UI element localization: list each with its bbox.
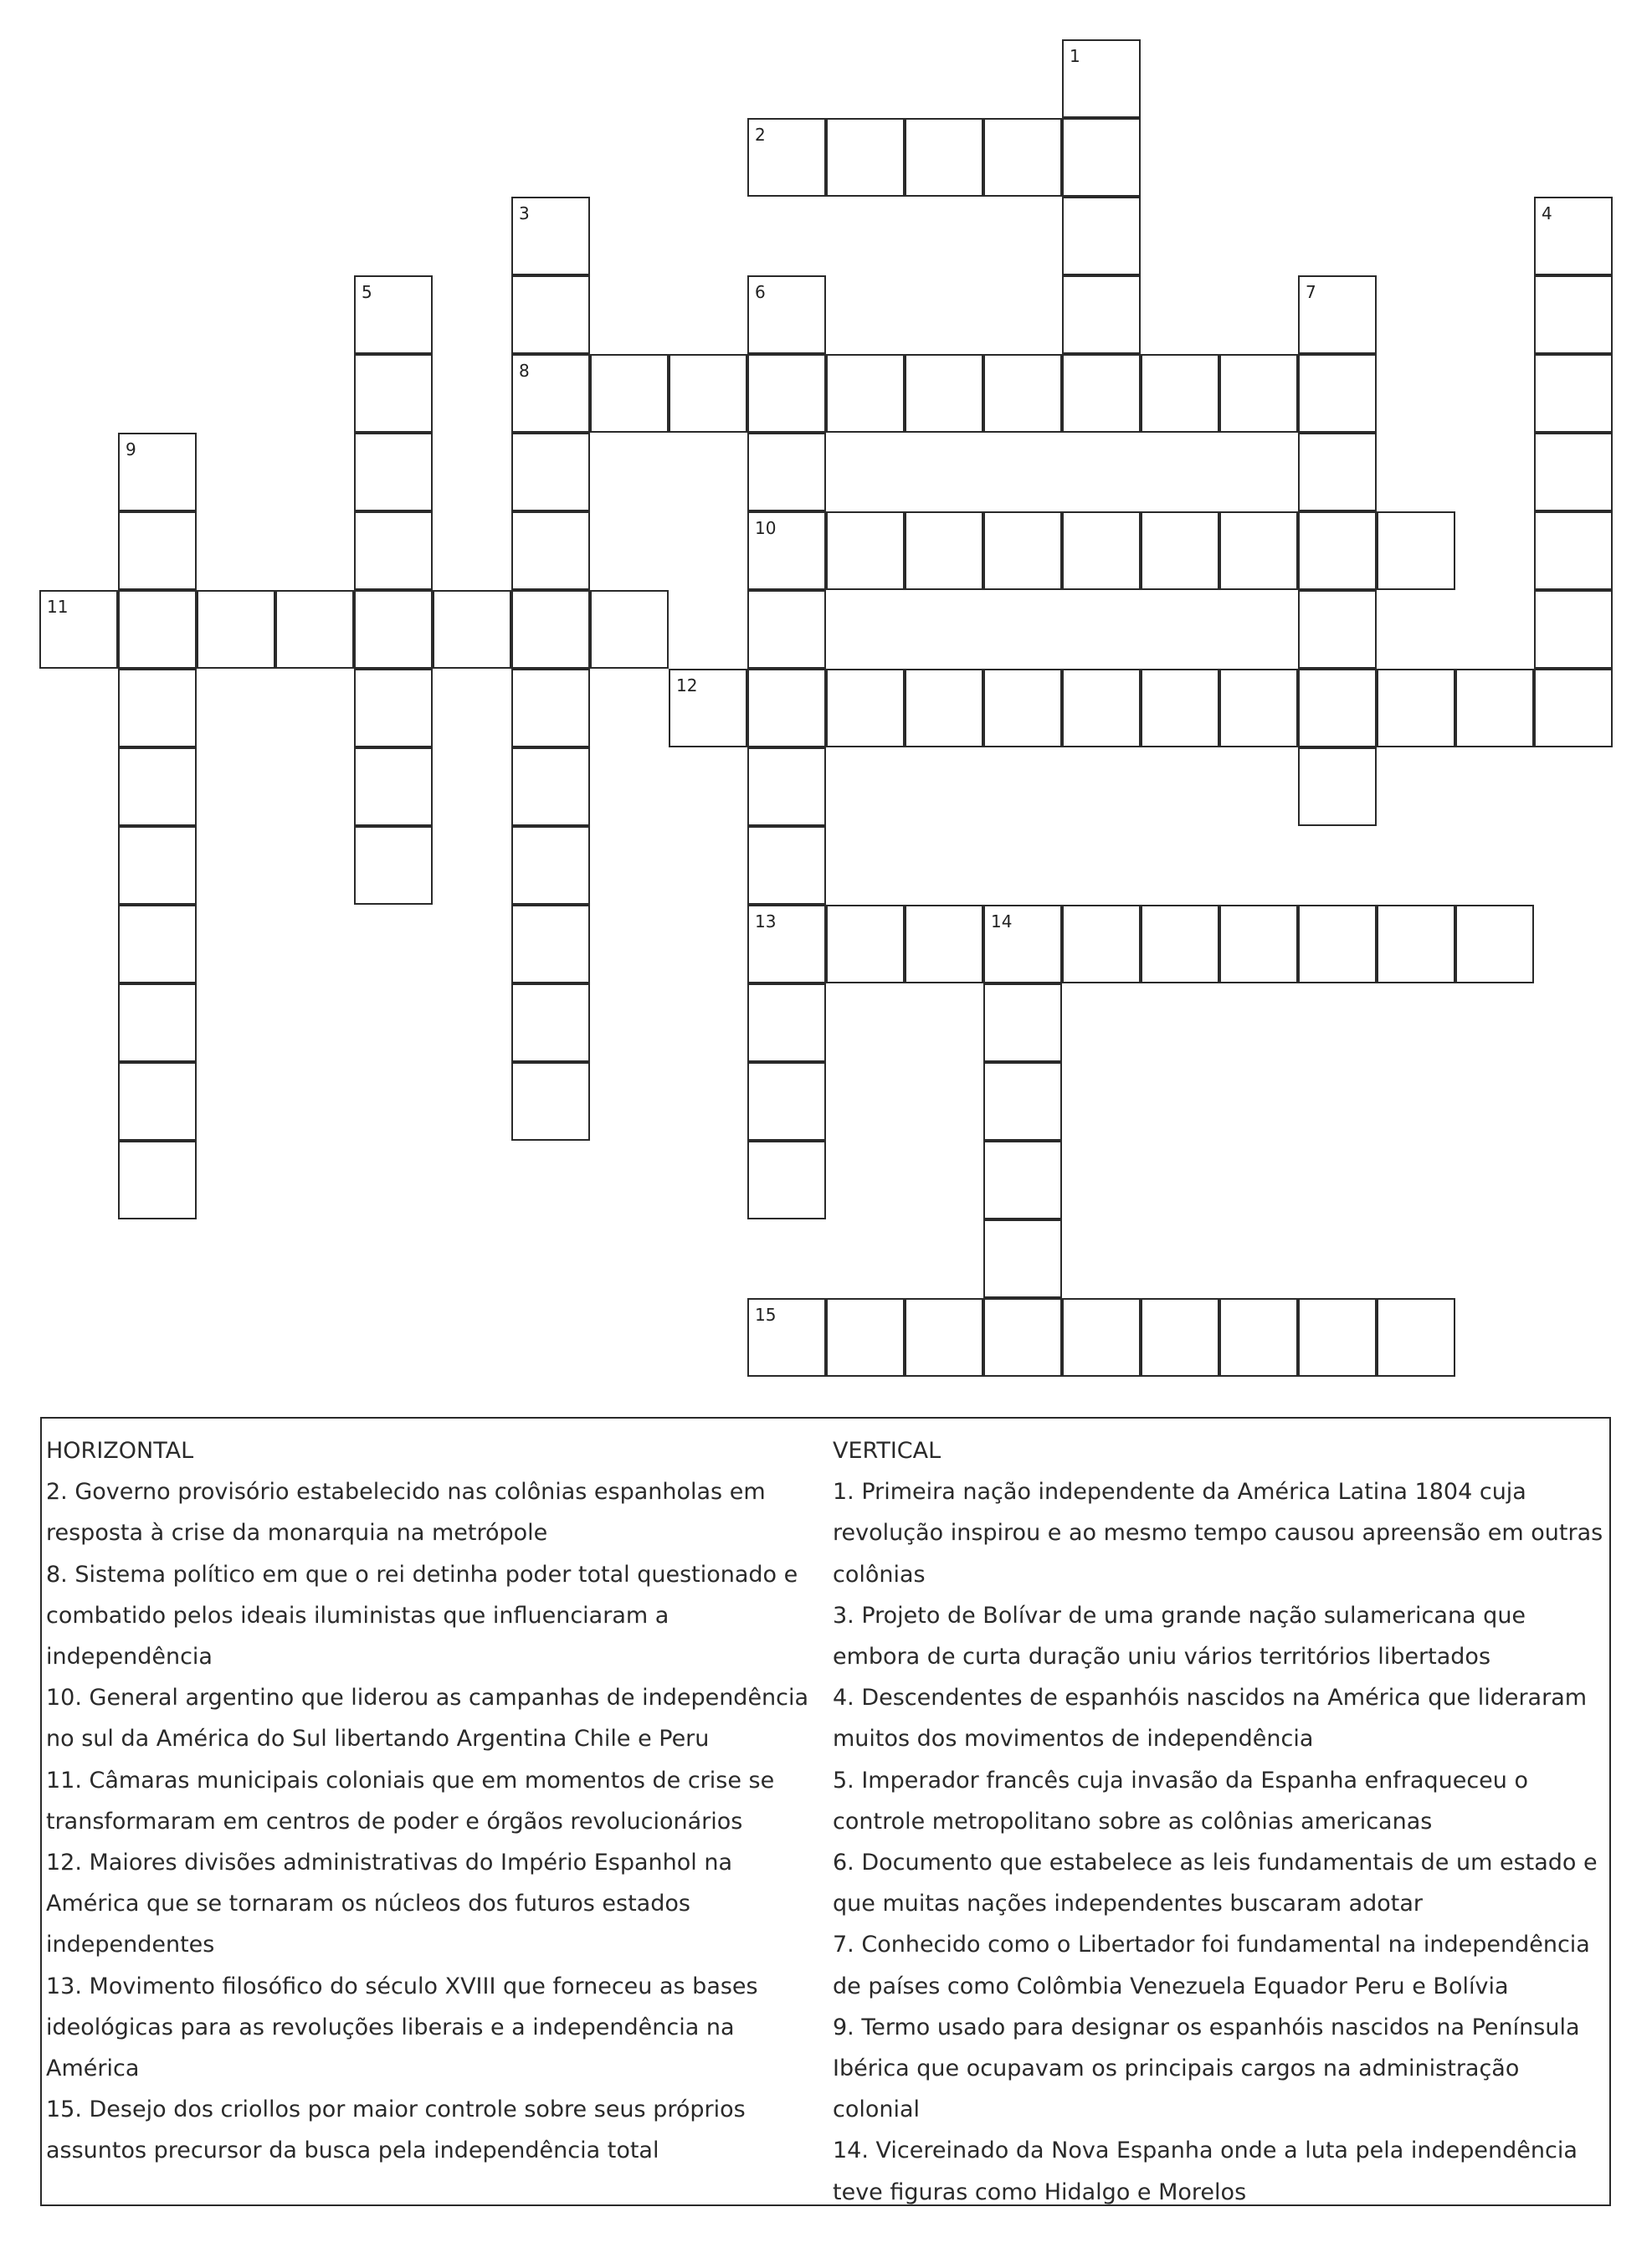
crossword-cell[interactable] xyxy=(39,590,118,669)
crossword-cell[interactable] xyxy=(1377,511,1455,590)
clue-number: 14 xyxy=(991,911,1013,932)
crossword-cell[interactable] xyxy=(1062,1298,1141,1377)
crossword-cell[interactable] xyxy=(983,354,1062,433)
crossword-cell[interactable] xyxy=(747,983,826,1062)
clue-number: 13 xyxy=(755,911,777,932)
horizontal-title: HORIZONTAL xyxy=(46,1438,194,1464)
crossword-cell[interactable] xyxy=(118,669,197,747)
crossword-cell[interactable] xyxy=(511,826,590,905)
crossword-cell[interactable] xyxy=(747,118,826,197)
vertical-clues xyxy=(833,1430,1611,2213)
crossword-cell[interactable] xyxy=(747,590,826,669)
crossword-cell[interactable] xyxy=(511,983,590,1062)
crossword-cell[interactable] xyxy=(590,354,669,433)
clue-number: 6 xyxy=(755,282,766,302)
clue-vertical-9: 9. Termo usado para designar os espanhóis nascidos na Península Ibérica que ocupavam os principais cargos na administração colonial xyxy=(833,2014,1580,2123)
crossword-cell[interactable] xyxy=(983,669,1062,747)
crossword-cell[interactable] xyxy=(275,590,354,669)
crossword-cell[interactable] xyxy=(1298,747,1377,826)
crossword-cell[interactable] xyxy=(354,826,433,905)
crossword-cell[interactable] xyxy=(118,433,197,511)
crossword-cell[interactable] xyxy=(354,747,433,826)
crossword-cell[interactable] xyxy=(747,669,826,747)
crossword-cell[interactable] xyxy=(1062,39,1141,118)
crossword-cell[interactable] xyxy=(118,590,197,669)
crossword-cell[interactable] xyxy=(1141,669,1219,747)
crossword-cell[interactable] xyxy=(511,747,590,826)
crossword-cell[interactable] xyxy=(1298,354,1377,433)
crossword-cell[interactable] xyxy=(118,1062,197,1141)
crossword-cell[interactable] xyxy=(826,511,905,590)
crossword-cell[interactable] xyxy=(511,669,590,747)
clue-number: 12 xyxy=(676,675,698,695)
crossword-cell[interactable] xyxy=(1298,275,1377,354)
crossword-cell[interactable] xyxy=(1219,511,1298,590)
clue-horizontal-12: 12. Maiores divisões administrativas do Império Espanhol na América que se tornaram os núcleos dos futuros estados independentes xyxy=(46,1850,733,1958)
crossword-cell[interactable] xyxy=(905,118,983,197)
crossword-cell[interactable] xyxy=(354,590,433,669)
crossword-cell[interactable] xyxy=(1298,905,1377,983)
clue-number: 10 xyxy=(755,518,777,538)
crossword-cell[interactable] xyxy=(1062,354,1141,433)
horizontal-clues xyxy=(46,1430,829,2172)
clue-horizontal-8: 8. Sistema político em que o rei detinha poder total questionado e combatido pelos ideais iluministas que influenciaram a independência xyxy=(46,1561,798,1671)
crossword-cell[interactable] xyxy=(1141,354,1219,433)
crossword-cell[interactable] xyxy=(1455,669,1534,747)
crossword-cell[interactable] xyxy=(1062,669,1141,747)
crossword-cell[interactable] xyxy=(433,590,511,669)
crossword-cell[interactable] xyxy=(511,275,590,354)
crossword-cell[interactable] xyxy=(1062,118,1141,197)
clue-number: 3 xyxy=(519,203,530,223)
clue-vertical-1: 1. Primeira nação independente da América Latina 1804 cuja revolução inspirou e ao mesmo tempo causou apreensão em outras colônias xyxy=(833,1479,1603,1588)
crossword-cell[interactable] xyxy=(1219,1298,1298,1377)
crossword-cell[interactable] xyxy=(118,826,197,905)
crossword-cell[interactable] xyxy=(747,511,826,590)
clue-horizontal-13: 13. Movimento filosófico do século XVIII que forneceu as bases ideológicas para as revoluções liberais e a independência na América xyxy=(46,1973,758,2082)
crossword-cell[interactable] xyxy=(118,905,197,983)
crossword-cell[interactable] xyxy=(905,905,983,983)
clue-number: 4 xyxy=(1542,203,1552,223)
crossword-cell[interactable] xyxy=(826,669,905,747)
crossword-cell[interactable] xyxy=(826,905,905,983)
clue-number: 15 xyxy=(755,1305,777,1325)
crossword-cell[interactable] xyxy=(1219,354,1298,433)
clue-number: 8 xyxy=(519,361,530,381)
crossword-cell[interactable] xyxy=(1298,669,1377,747)
crossword-cell[interactable] xyxy=(590,590,669,669)
crossword-cell[interactable] xyxy=(1219,905,1298,983)
crossword-cell[interactable] xyxy=(983,1141,1062,1219)
crossword-cell[interactable] xyxy=(747,1141,826,1219)
crossword-cell[interactable] xyxy=(1298,1298,1377,1377)
clue-number: 7 xyxy=(1306,282,1316,302)
crossword-cell[interactable] xyxy=(1298,433,1377,511)
crossword-cell[interactable] xyxy=(747,905,826,983)
crossword-cell[interactable] xyxy=(1534,275,1613,354)
crossword-cell[interactable] xyxy=(1141,511,1219,590)
crossword-cell[interactable] xyxy=(747,1062,826,1141)
vertical-title: VERTICAL xyxy=(833,1438,941,1464)
crossword-cell[interactable] xyxy=(905,354,983,433)
crossword-cell[interactable] xyxy=(1455,905,1534,983)
crossword-cell[interactable] xyxy=(511,905,590,983)
crossword-cell[interactable] xyxy=(1534,354,1613,433)
clue-number: 9 xyxy=(126,439,136,459)
clues-box xyxy=(40,1417,1611,2206)
crossword-cell[interactable] xyxy=(511,511,590,590)
clue-vertical-4: 4. Descendentes de espanhóis nascidos na América que lideraram muitos dos movimentos de independência xyxy=(833,1685,1588,1753)
clue-vertical-3: 3. Projeto de Bolívar de uma grande nação sulamericana que embora de curta duração uniu vários territórios libertados xyxy=(833,1602,1526,1671)
crossword-cell[interactable] xyxy=(1298,590,1377,669)
crossword-cell[interactable] xyxy=(1377,905,1455,983)
crossword-cell[interactable] xyxy=(747,747,826,826)
crossword-cell[interactable] xyxy=(747,826,826,905)
crossword-cell[interactable] xyxy=(826,118,905,197)
crossword-cell[interactable] xyxy=(905,1298,983,1377)
crossword-cell[interactable] xyxy=(747,275,826,354)
crossword-cell[interactable] xyxy=(983,1298,1062,1377)
clue-horizontal-15: 15. Desejo dos criollos por maior controle sobre seus próprios assuntos precursor da busca pela independência total xyxy=(46,2097,746,2164)
crossword-cell[interactable] xyxy=(1219,669,1298,747)
crossword-cell[interactable] xyxy=(1298,511,1377,590)
clue-horizontal-2: 2. Governo provisório estabelecido nas colônias espanholas em resposta à crise da monarquia na metrópole xyxy=(46,1479,766,1547)
crossword-cell[interactable] xyxy=(511,433,590,511)
clue-vertical-6: 6. Documento que estabelece as leis fundamentais de um estado e que muitas nações independentes buscaram adotar xyxy=(833,1850,1598,1917)
crossword-cell[interactable] xyxy=(747,433,826,511)
crossword-cell[interactable] xyxy=(197,590,275,669)
clue-vertical-7: 7. Conhecido como o Libertador foi fundamental na independência de países como Colômbia Venezuela Equador Peru e Bolívia xyxy=(833,1932,1590,1999)
crossword-cell[interactable] xyxy=(669,354,747,433)
crossword-cell[interactable] xyxy=(1062,905,1141,983)
crossword-cell[interactable] xyxy=(1534,669,1613,747)
crossword-cell[interactable] xyxy=(1062,511,1141,590)
crossword-cell[interactable] xyxy=(354,669,433,747)
crossword-cell[interactable] xyxy=(1377,1298,1455,1377)
clue-number: 1 xyxy=(1070,46,1080,66)
crossword-cell[interactable] xyxy=(354,511,433,590)
crossword-cell[interactable] xyxy=(118,1141,197,1219)
crossword-cell[interactable] xyxy=(983,1062,1062,1141)
clue-horizontal-10: 10. General argentino que liderou as campanhas de independência no sul da América do Sul libertando Argentina Chile e Peru xyxy=(46,1685,809,1753)
crossword-cell[interactable] xyxy=(118,747,197,826)
crossword-cell[interactable] xyxy=(747,354,826,433)
clue-vertical-14: 14. Vicereinado da Nova Espanha onde a luta pela independência teve figuras como Hidalgo e Morelos xyxy=(833,2138,1578,2205)
clue-number: 5 xyxy=(362,282,372,302)
crossword-cell[interactable] xyxy=(354,354,433,433)
crossword-cell[interactable] xyxy=(1141,905,1219,983)
crossword-cell[interactable] xyxy=(983,905,1062,983)
crossword-cell[interactable] xyxy=(826,354,905,433)
crossword-cell[interactable] xyxy=(1534,511,1613,590)
clue-vertical-5: 5. Imperador francês cuja invasão da Espanha enfraqueceu o controle metropolitano sobre as colônias americanas xyxy=(833,1767,1528,1835)
crossword-cell[interactable] xyxy=(1534,433,1613,511)
crossword-cell[interactable] xyxy=(983,511,1062,590)
crossword-cell[interactable] xyxy=(905,669,983,747)
crossword-cell[interactable] xyxy=(983,1219,1062,1298)
crossword-cell[interactable] xyxy=(826,1298,905,1377)
crossword-cell[interactable] xyxy=(1141,1298,1219,1377)
clue-number: 2 xyxy=(755,125,766,145)
crossword-cell[interactable] xyxy=(118,983,197,1062)
crossword-cell[interactable] xyxy=(1377,669,1455,747)
crossword-cell[interactable] xyxy=(1062,197,1141,275)
crossword-cell[interactable] xyxy=(511,354,590,433)
crossword-cell[interactable] xyxy=(747,1298,826,1377)
crossword-cell[interactable] xyxy=(1534,197,1613,275)
crossword-cell[interactable] xyxy=(1062,275,1141,354)
crossword-cell[interactable] xyxy=(354,275,433,354)
clue-horizontal-11: 11. Câmaras municipais coloniais que em momentos de crise se transformaram em centros de poder e órgãos revolucionários xyxy=(46,1767,775,1835)
crossword-cell[interactable] xyxy=(983,983,1062,1062)
clue-number: 11 xyxy=(47,597,69,617)
crossword-cell[interactable] xyxy=(1534,590,1613,669)
crossword-cell[interactable] xyxy=(118,511,197,590)
crossword-cell[interactable] xyxy=(511,590,590,669)
crossword-cell[interactable] xyxy=(354,433,433,511)
crossword-cell[interactable] xyxy=(511,197,590,275)
crossword-cell[interactable] xyxy=(669,669,747,747)
crossword-cell[interactable] xyxy=(511,1062,590,1141)
crossword-cell[interactable] xyxy=(983,118,1062,197)
crossword-cell[interactable] xyxy=(905,511,983,590)
